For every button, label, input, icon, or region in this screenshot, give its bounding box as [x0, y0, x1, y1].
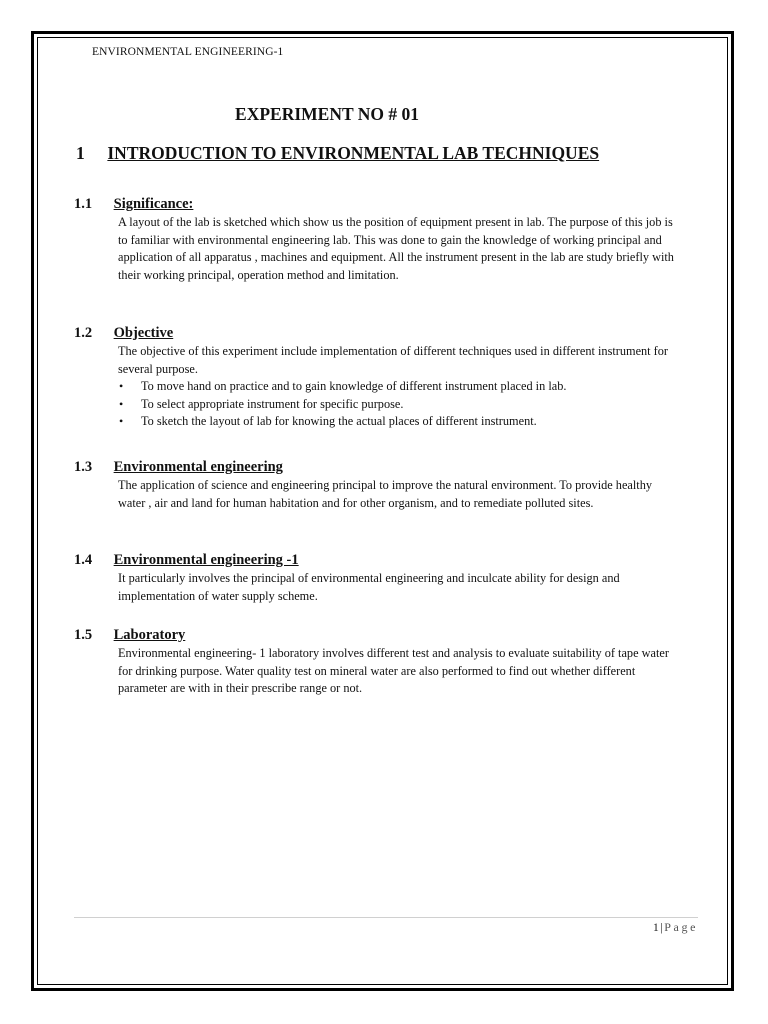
section-body — [118, 477, 674, 512]
section-paragraph: It particularly involves the principal of environmental engineering and inculcate ability for design and implementation of water supply scheme. — [118, 571, 620, 603]
section-title: Environmental engineering -1 — [113, 552, 299, 568]
main-heading-text: INTRODUCTION TO ENVIRONMENTAL LAB TECHNIQUES — [107, 143, 600, 163]
section-body — [118, 343, 674, 431]
main-heading-number: 1 — [76, 143, 85, 163]
bullet-icon: • — [119, 379, 124, 394]
bullet-icon: • — [119, 396, 124, 411]
section-environmental-engineering-1 — [74, 552, 674, 605]
list-item-text: To move hand on practice and to gain knowledge of different instrument placed in lab. — [141, 379, 567, 394]
section-number: 1.5 — [74, 627, 93, 643]
list-item-text: To sketch the layout of lab for knowing the actual places of different instrument. — [141, 414, 537, 429]
section-heading — [74, 196, 674, 214]
page-separator: | — [660, 920, 665, 934]
list-item — [118, 378, 674, 396]
section-body — [118, 570, 674, 605]
running-header: ENVIRONMENTAL ENGINEERING-1 — [92, 46, 284, 58]
section-number: 1.2 — [74, 325, 93, 341]
section-title: Significance: — [113, 196, 194, 212]
bullet-icon: • — [119, 414, 124, 429]
section-number: 1.4 — [74, 552, 93, 568]
section-paragraph: A layout of the lab is sketched which show us the position of equipment present in lab. The purpose of this job is to familiar with environmental engineering lab. This was done to gain the knowledge of working principal and application of all apparatus , machines and equipment. All the instrument present in the lab are study briefly with their working principal, operation method and limitation. — [118, 215, 674, 282]
section-paragraph: Environmental engineering- 1 laboratory involves different test and analysis to evaluate suitability of tape water for drinking purpose. Water quality test on mineral water are also performed to find out whether different parameter are with in their prescribe range or not. — [118, 646, 669, 696]
list-item-text: To select appropriate instrument for specific purpose. — [141, 396, 404, 411]
section-significance — [74, 196, 674, 284]
experiment-title-text: EXPERIMENT NO # 01 — [235, 104, 419, 124]
section-body — [118, 214, 674, 284]
experiment-title — [0, 104, 768, 125]
section-title: Objective — [113, 325, 174, 341]
list-item — [118, 413, 674, 431]
section-heading — [74, 627, 674, 645]
section-title: Environmental engineering — [113, 459, 283, 475]
page-number: 1 — [652, 920, 661, 934]
section-laboratory — [74, 627, 674, 698]
list-item — [118, 396, 674, 414]
section-objective — [74, 325, 674, 431]
section-title: Laboratory — [113, 627, 186, 643]
section-paragraph: The application of science and engineering principal to improve the natural environment. To provide healthy water , air and land for human habitation and for other organism, and to remediate polluted sites. — [118, 478, 652, 510]
section-heading — [74, 325, 674, 343]
footer-divider — [74, 917, 698, 918]
section-body — [118, 645, 674, 698]
section-heading — [74, 552, 674, 570]
page-footer — [653, 920, 698, 935]
section-paragraph: The objective of this experiment include implementation of different techniques used in different instrument for several purpose. — [118, 344, 669, 376]
main-heading — [76, 143, 599, 164]
section-number: 1.3 — [74, 459, 93, 475]
objective-list — [118, 378, 674, 431]
section-number: 1.1 — [74, 196, 93, 212]
section-environmental-engineering — [74, 459, 674, 512]
section-heading — [74, 459, 674, 477]
page-label: Page — [664, 920, 698, 934]
